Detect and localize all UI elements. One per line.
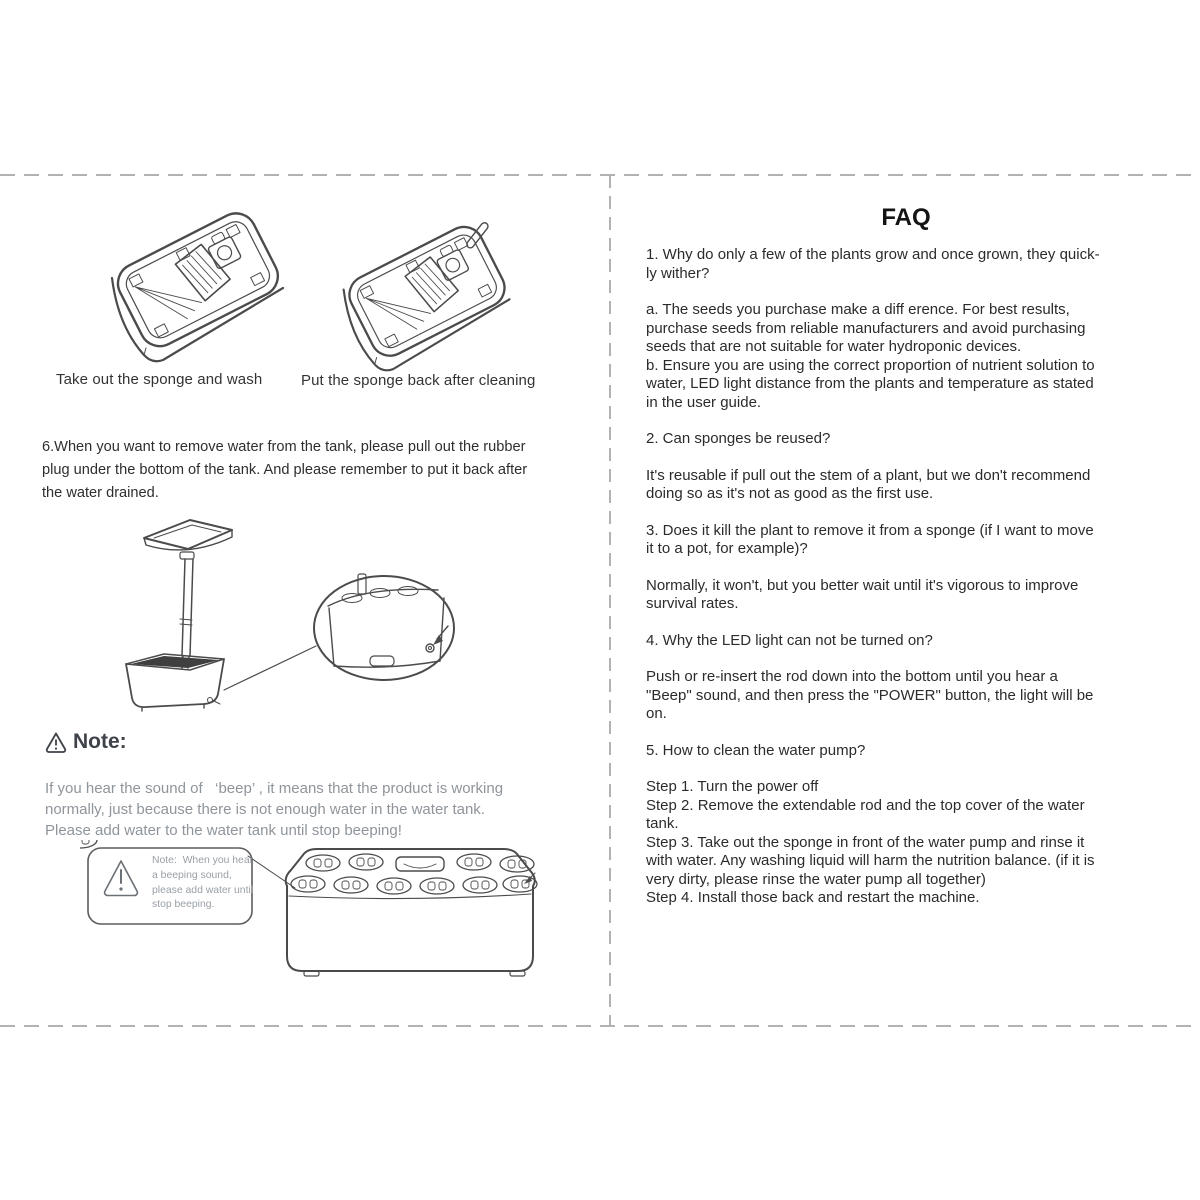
step6-paragraph: 6.When you want to remove water from the tank, please pull out the rubber plug under the bottom of the tank. And please remember to put it back after the water drained. (42, 438, 528, 502)
qa-question: 4. Why the LED light can not be turned on? (646, 631, 933, 649)
figure-caption-left: Take out the sponge and wash (56, 371, 263, 388)
qa-answer: It's reusable if pull out the stem of a plant, but we don't recommend doing so as it's not as good as the first use. (646, 466, 1091, 502)
sponge-return-figure (332, 212, 522, 378)
qa-answer: a. The seeds you purchase make a diff erence. For best results, purchase seeds from reliable manufacturers and avoid purchasing seeds that are not suitable for water hydroponic devices. b. Ensure you are using the correct proportion of nutrient solution to water, LED light distance from the plants and temperature as stated in the user guide. (646, 301, 1095, 411)
qa-question: 1. Why do only a few of the plants grow and once grown, they quick- ly wither? (646, 246, 1100, 282)
fold-line-bottom (0, 1025, 1200, 1027)
warning-triangle-icon (44, 730, 68, 754)
faq-title: FAQ (881, 204, 931, 231)
qa-answer: Normally, it won't, but you better wait until it's vigorous to improve survival rates. (646, 576, 1079, 612)
beep-callout-text: Note: When you hear a beeping sound, please add water until stop beeping. (152, 855, 254, 911)
note-heading-label: Note: (73, 730, 127, 753)
drain-plug-figure (108, 498, 498, 716)
qa-question: 5. How to clean the water pump? (646, 741, 866, 759)
qa-question: 3. Does it kill the plant to remove it from a sponge (if I want to move it to a pot, for example)? (646, 521, 1094, 557)
note-heading (44, 730, 127, 754)
sponge-wash-figure (100, 198, 295, 368)
fold-line-top (0, 174, 1200, 176)
qa-question: 2. Can sponges be reused? (646, 430, 831, 447)
note-body: If you hear the sound of ‘beep’ , it means that the product is working normally, just because there is not enough water in the water tank. Please add water to the water tank until stop beeping! (45, 780, 504, 839)
fold-line-center (609, 175, 611, 1025)
qa-answer: Push or re-insert the rod down into the bottom until you hear a "Beep" sound, and then press the "POWER" button, the light will be on. (646, 668, 1094, 722)
qa-answer: Step 1. Turn the power off Step 2. Remove the extendable rod and the top cover of the water tank. Step 3. Take out the sponge in front of the water pump and rinse it with water. Any washing liquid will harm the nutrition balance. (if it is very dirty, please rinse the water pump all together) Step 4. Install those back and restart the machine. (646, 778, 1095, 906)
figure-caption-right: Put the sponge back after cleaning (301, 372, 536, 389)
faq-page (646, 204, 1166, 926)
